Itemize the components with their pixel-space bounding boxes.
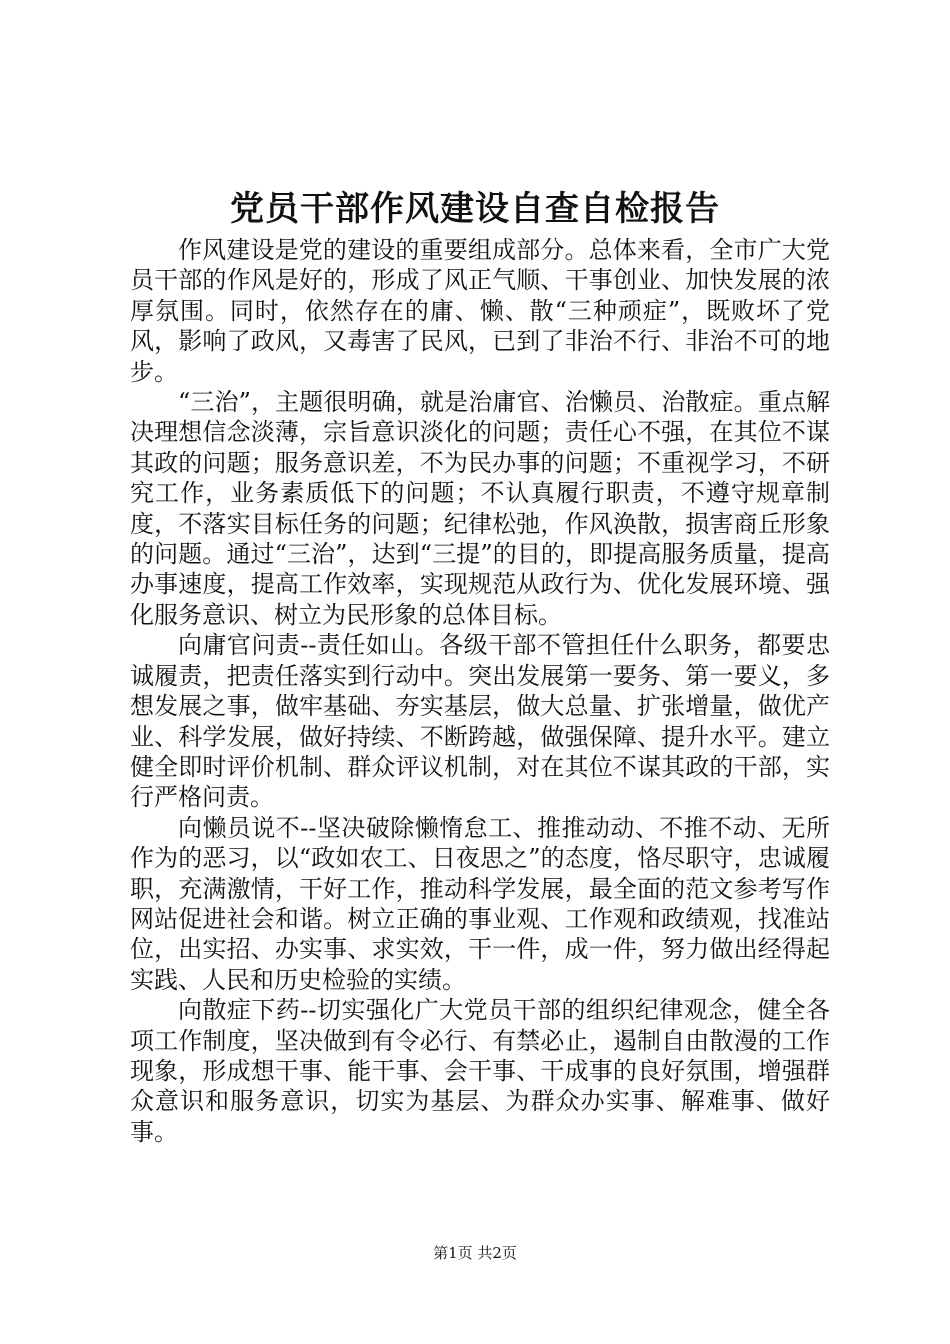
paragraph-mediocre-officials: 向庸官问责--责任如山。各级干部不管担任什么职务，都要忠诚履责，把责任落实到行动中。突出发展第一要务、第一要义，多想发展之事，做牢基础、夯实基层，做大总量、扩张增量，做优产业、科学发展，做好持续、不断跨越，做强保障、提升水平。建立健全即时评价机制、群众评议机制，对在其位不谋其政的干部，实行严格问责。: [130, 631, 830, 812]
page-number-footer: 第1页 共2页: [433, 1244, 517, 1262]
paragraph-three-governance: “三治”，主题很明确，就是治庸官、治懒员、治散症。重点解决理想信念淡薄，宗旨意识淡化的问题；责任心不强，在其位不谋其政的问题；服务意识差，不为民办事的问题；不重视学习，不研究工作，业务素质低下的问题；不认真履行职责，不遵守规章制度，不落实目标任务的问题；纪律松弛，作风涣散，损害商丘形象的问题。通过“三治”，达到“三提”的目的，即提高服务质量，提高办事速度，提高工作效率，实现规范从政行为、优化发展环境、强化服务意识、树立为民形象的总体目标。: [130, 388, 830, 629]
paragraph-intro: 作风建设是党的建设的重要组成部分。总体来看，全市广大党员干部的作风是好的，形成了风正气顺、干事创业、加快发展的浓厚氛围。同时，依然存在的庸、懒、散“三种顽症”，既败坏了党风，影响了政风，又毒害了民风，已到了非治不行、非治不可的地步。: [130, 236, 830, 386]
paragraph-lazy-staff: 向懒员说不--坚决破除懒惰怠工、推推动动、不推不动、无所作为的恶习，以“政如农工、日夜思之”的态度，恪尽职守，忠诚履职，充满激情，干好工作，推动科学发展，最全面的范文参考写作网站促进社会和谐。树立正确的事业观、工作观和政绩观，找准站位，出实招、办实事、求实效，干一件，成一件，努力做出经得起实践、人民和历史检验的实绩。: [130, 813, 830, 994]
paragraph-laxity: 向散症下药--切实强化广大党员干部的组织纪律观念，健全各项工作制度，坚决做到有令必行、有禁必止，遏制自由散漫的工作现象，形成想干事、能干事、会干事、干成事的良好氛围，增强群众意识和服务意识，切实为基层、为群众办实事、解难事、做好事。: [130, 996, 830, 1146]
document-title: 党员干部作风建设自查自检报告: [230, 189, 720, 229]
document-body: [130, 235, 830, 1147]
